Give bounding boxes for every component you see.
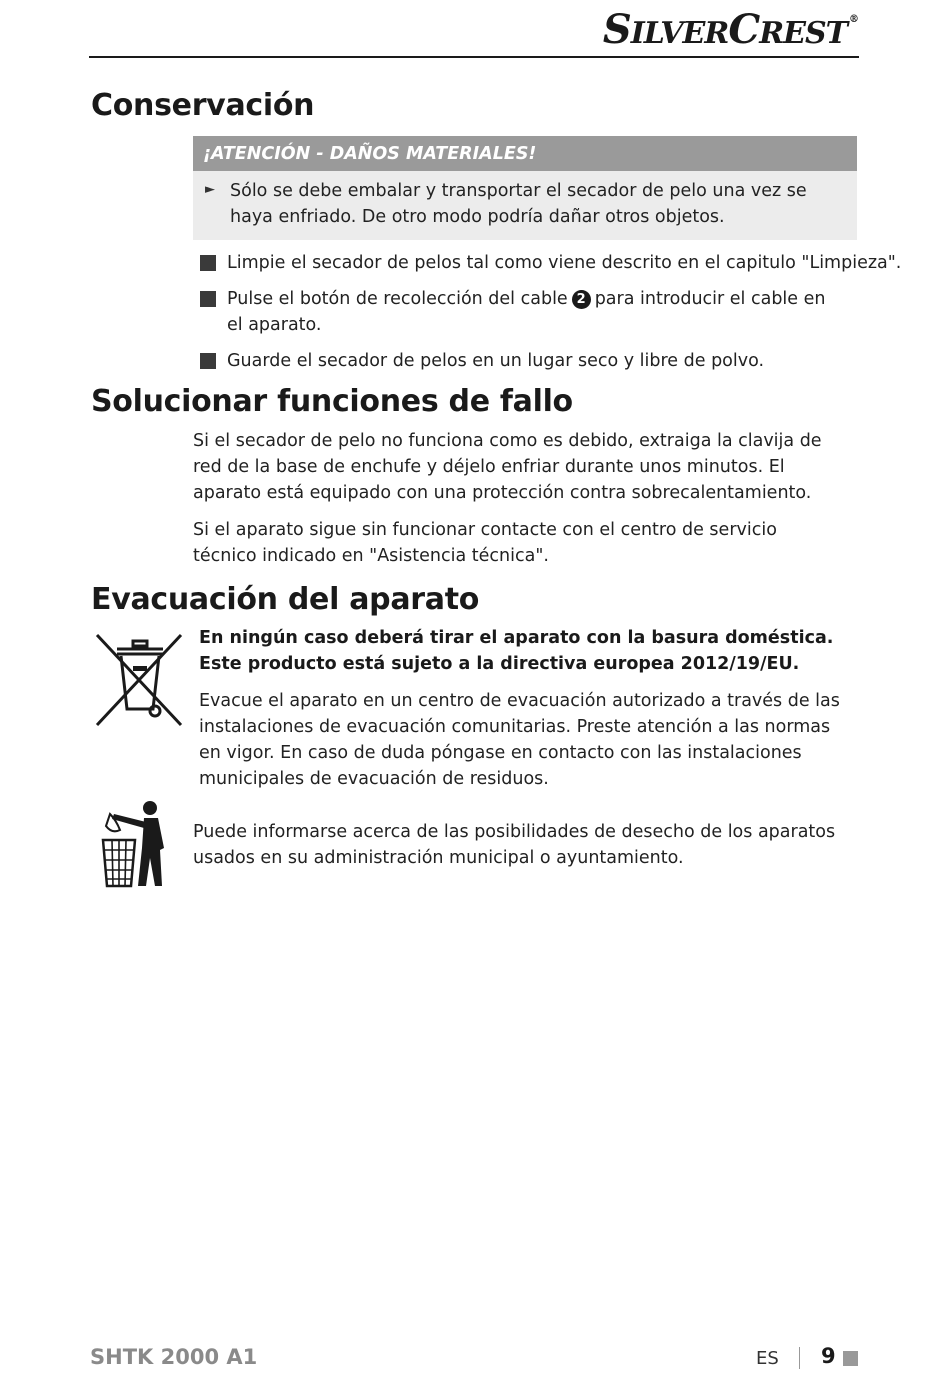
footer-model: SHTK 2000 A1 xyxy=(90,1345,258,1369)
warning-text: Sólo se debe embalar y transportar el secador de pelo una vez se haya enfriado. De otro modo podría dañar otros objetos. xyxy=(230,181,807,227)
bullet-text: Limpie el secador de pelos tal como viene descrito en el capitulo "Limpieza". xyxy=(227,253,902,273)
paragraph: Puede informarse acerca de las posibilidades de desecho de los aparatos usados en su administración municipal o ayuntamiento. xyxy=(193,822,836,868)
paragraph: Si el secador de pelo no funciona como es debido, extraiga la clavija de red de la base de enchufe y déjelo enfriar durante unos minutos. El aparato está equipado con una protección contra sobrecalentamiento. xyxy=(193,431,822,503)
bullet-text-part: Pulse el botón de recolección del cable xyxy=(227,289,568,309)
footer-square-icon xyxy=(843,1351,858,1366)
bullet-square-icon xyxy=(200,255,216,271)
page-number: 9 xyxy=(821,1344,836,1368)
bold-notice: En ningún caso deberá tirar el aparato con la basura doméstica. Este producto está sujeto a la directiva europea 2012/19/EU. xyxy=(199,628,834,674)
warning-title: ¡ATENCIÓN - DAÑOS MATERIALES! xyxy=(193,136,857,171)
tidyman-icon xyxy=(100,800,172,888)
crossed-out-wheelie-bin-icon xyxy=(93,631,185,729)
bullet-text-part: para introducir el cable en el aparato. xyxy=(227,289,826,335)
bullet-text xyxy=(227,286,837,338)
bullet-text: Guarde el secador de pelos en un lugar seco y libre de polvo. xyxy=(227,351,765,371)
footer-divider xyxy=(799,1347,800,1369)
brand-logo: SILVERCREST ® xyxy=(602,6,858,53)
section-title-solucionar: Solucionar funciones de fallo xyxy=(91,384,573,419)
header-rule xyxy=(89,56,859,58)
cable-ref-number: 2 xyxy=(572,290,591,309)
bullet-square-icon xyxy=(200,353,216,369)
bullet-square-icon xyxy=(200,291,216,307)
warning-box xyxy=(193,136,857,240)
paragraph: Si el aparato sigue sin funcionar contacte con el centro de servicio técnico indicado en "Asistencia técnica". xyxy=(193,520,777,566)
footer-language: ES xyxy=(756,1348,779,1369)
arrow-icon: ► xyxy=(205,182,215,197)
section-title-conservacion: Conservación xyxy=(91,88,315,123)
paragraph: Evacue el aparato en un centro de evacuación autorizado a través de las instalaciones de evacuación comunitarias. Preste atención a las normas en vigor. En caso de duda póngase en contacto con las instalaciones municipales de evacuación de residuos. xyxy=(199,691,840,789)
section-title-evacuacion: Evacuación del aparato xyxy=(91,582,480,617)
